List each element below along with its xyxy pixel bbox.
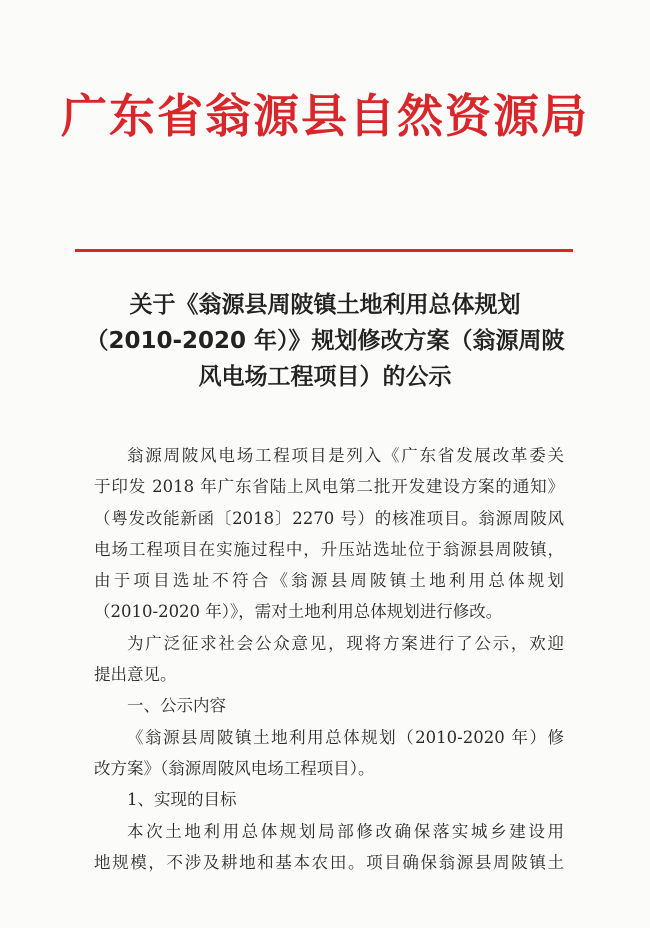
text-line: 翁源周陂风电场工程项目是列入《广东省发展改革委关	[127, 446, 564, 465]
text-line: 由于项目选址不符合《翁源县周陂镇土地利用总体规划	[94, 571, 564, 591]
paragraph-solicit-opinions	[94, 628, 564, 691]
paragraph-plan-name	[94, 722, 564, 785]
text-line: 改方案》（翁源周陂风电场工程项目）。	[94, 758, 375, 778]
text-line: 《翁源县周陂镇土地利用总体规划（2010-2020 年）修	[127, 727, 564, 747]
text-line: 一、公示内容	[127, 696, 226, 716]
paragraph-project-intro	[94, 440, 564, 628]
text-line: （2010-2020 年）》，需对土地利用总体规划进行修改。	[94, 602, 503, 622]
document-title	[70, 287, 580, 395]
subheading-goals	[94, 784, 564, 815]
text-line: 1、实现的目标	[127, 790, 237, 810]
letterhead-divider	[75, 249, 573, 252]
title-line: 关于《翁源县周陂镇土地利用总体规划	[129, 292, 521, 318]
section-heading-content	[94, 690, 564, 721]
text-line: 为广泛征求社会公众意见，现将方案进行了公示，欢迎	[127, 633, 564, 653]
title-line: （2010-2020 年）》规划修改方案（翁源周陂	[85, 328, 565, 354]
issuer-letterhead: 广东省翁源县自然资源局	[61, 89, 589, 143]
text-line: 本次土地利用总体规划局部修改确保落实城乡建设用	[127, 821, 564, 841]
document-body	[94, 440, 564, 878]
text-line: （粤发改能新函〔2018〕2270 号）的核准项目。翁源周陂风	[94, 508, 564, 528]
text-line: 提出意见。	[94, 665, 177, 685]
text-line: 电场工程项目在实施过程中，升压站选址位于翁源县周陂镇，	[94, 539, 564, 559]
text-line: 于印发 2018 年广东省陆上风电第二批开发建设方案的通知》	[94, 477, 564, 497]
paragraph-goals	[94, 816, 564, 879]
text-line: 地规模，不涉及耕地和基本农田。项目确保翁源县周陂镇土	[94, 852, 564, 872]
title-line: 风电场工程项目）的公示	[198, 364, 452, 390]
